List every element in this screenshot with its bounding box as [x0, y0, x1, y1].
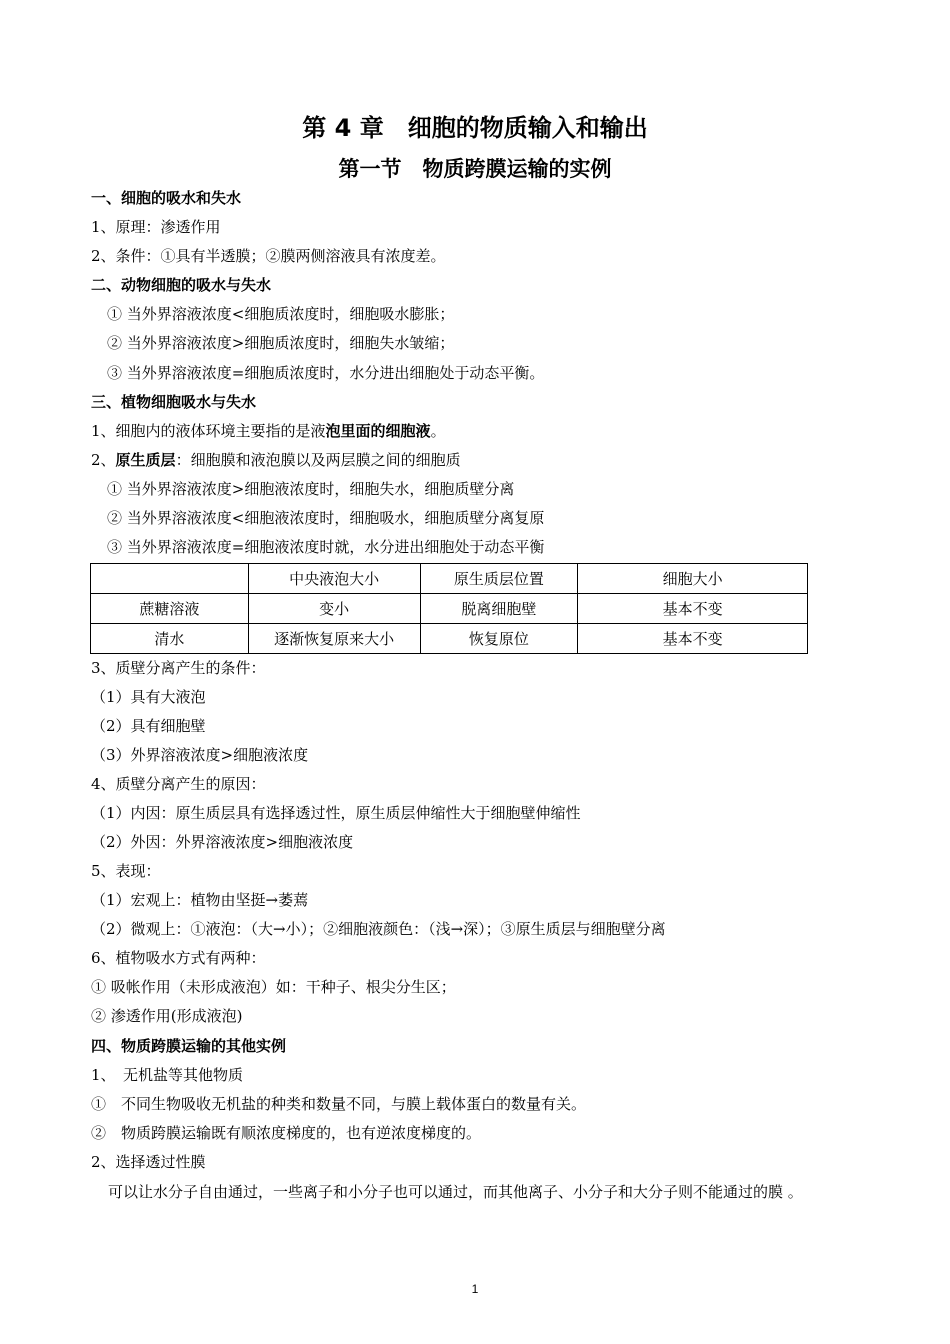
table-cell: 蔗糖溶液 — [91, 594, 249, 624]
s3-line-14: （1）宏观上：植物由坚挺→萎蔫 — [91, 891, 309, 909]
heading-4: 四、物质跨膜运输的其他实例 — [91, 1037, 287, 1055]
chapter-title: 第 4 章 细胞的物质输入和输出 — [302, 114, 648, 142]
s3-line-13: 5、表现： — [91, 862, 161, 880]
s1-line-1: 1、原理：渗透作用 — [91, 218, 221, 236]
table-cell: 基本不变 — [578, 624, 808, 654]
s2-line-2: ② 当外界溶液浓度>细胞质浓度时，细胞失水皱缩； — [107, 334, 455, 352]
s3-line-1 — [91, 421, 446, 441]
s3-line-2-term: 原生质层 — [115, 451, 176, 469]
table-cell: 恢复原位 — [420, 624, 578, 654]
table-cell: 清水 — [91, 624, 249, 654]
s3-line-17: ① 吸帐作用（未形成液泡）如：干种子、根尖分生区； — [91, 978, 456, 996]
table-cell: 脱离细胞壁 — [420, 594, 578, 624]
s3-line-12: （2）外因：外界溶液浓度>细胞液浓度 — [91, 833, 354, 851]
table-header-row — [91, 564, 808, 594]
s4-line-2: ① 不同生物吸收无机盐的种类和数量不同，与膜上载体蛋白的数量有关。 — [91, 1095, 587, 1113]
table-header-cell: 细胞大小 — [578, 564, 808, 594]
s3-line-18: ② 渗透作用(形成液泡) — [91, 1007, 243, 1025]
s4-line-1: 1、 无机盐等其他物质 — [91, 1066, 244, 1084]
table-cell: 逐渐恢复原来大小 — [248, 624, 420, 654]
heading-3: 三、植物细胞吸水与失水 — [91, 393, 257, 411]
table-row — [91, 624, 808, 654]
s3-line-16: 6、植物吸水方式有两种： — [91, 949, 266, 967]
table-header-cell — [91, 564, 249, 594]
s4-line-3: ② 物质跨膜运输既有顺浓度梯度的，也有逆浓度梯度的。 — [91, 1124, 482, 1142]
s3-line-8: （2）具有细胞壁 — [91, 717, 206, 735]
table-cell: 基本不变 — [578, 594, 808, 624]
s3-line-6: 3、质壁分离产生的条件： — [91, 659, 266, 677]
s4-line-4: 2、选择透过性膜 — [91, 1153, 206, 1171]
table-row — [91, 594, 808, 624]
s3-line-4: ② 当外界溶液浓度<细胞液浓度时，细胞吸水，细胞质壁分离复原 — [107, 509, 545, 527]
heading-2: 二、动物细胞的吸水与失水 — [91, 276, 272, 294]
s3-line-1-end: 。 — [430, 422, 446, 440]
s3-line-1-emphasis: 泡里面的细胞液 — [325, 422, 431, 440]
s3-line-7: （1）具有大液泡 — [91, 688, 206, 706]
s4-line-5: 可以让水分子自由通过，一些离子和小分子也可以通过，而其他离子、小分子和大分子则不能通过的膜 。 — [108, 1183, 803, 1201]
page-number: 1 — [471, 1282, 479, 1296]
s3-line-11: （1）内因：原生质层具有选择透过性，原生质层伸缩性大于细胞壁伸缩性 — [91, 804, 581, 822]
s1-line-2: 2、条件：①具有半透膜；②膜两侧溶液具有浓度差。 — [91, 247, 446, 265]
section-title: 第一节 物质跨膜运输的实例 — [338, 157, 612, 181]
s3-line-5: ③ 当外界溶液浓度=细胞液浓度时就，水分进出细胞处于动态平衡 — [107, 538, 545, 556]
s3-line-1-text: 1、细胞内的液体环境主要指的是液 — [91, 422, 326, 440]
s3-line-10: 4、质壁分离产生的原因： — [91, 775, 266, 793]
s2-line-1: ① 当外界溶液浓度<细胞质浓度时，细胞吸水膨胀； — [107, 305, 455, 323]
table-cell: 变小 — [248, 594, 420, 624]
table-header-cell: 中央液泡大小 — [248, 564, 420, 594]
table-header-cell: 原生质层位置 — [420, 564, 578, 594]
s3-line-2-num: 2、 — [91, 451, 116, 469]
s3-line-15: （2）微观上：①液泡：（大→小）；②细胞液颜色：（浅→深）；③原生质层与细胞壁分离 — [91, 920, 666, 938]
s2-line-3: ③ 当外界溶液浓度=细胞质浓度时，水分进出细胞处于动态平衡。 — [107, 364, 545, 382]
s3-line-3: ① 当外界溶液浓度>细胞液浓度时，细胞失水，细胞质壁分离 — [107, 480, 515, 498]
s3-line-2 — [91, 450, 461, 470]
s3-line-9: （3）外界溶液浓度>细胞液浓度 — [91, 746, 309, 764]
heading-1: 一、细胞的吸水和失水 — [91, 189, 242, 207]
s3-line-2-text: ：细胞膜和液泡膜以及两层膜之间的细胞质 — [175, 451, 461, 469]
comparison-table — [90, 563, 808, 654]
